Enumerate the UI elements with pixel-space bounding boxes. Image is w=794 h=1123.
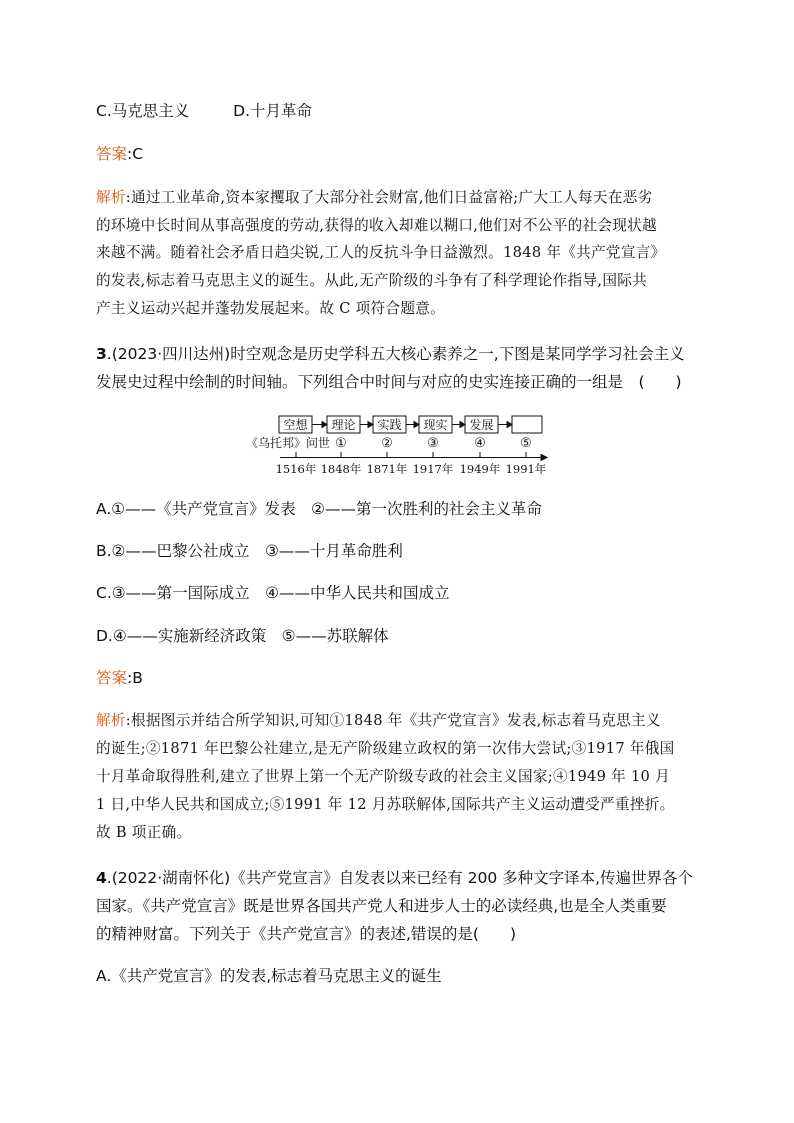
q3-answer <box>96 668 143 688</box>
timeline-axis <box>280 452 547 461</box>
timeline-figure <box>0 0 794 480</box>
q4-stem-line-2: 国家。《共产党宣言》既是世界各国共产党人和进步人士的必读经典,也是全人类重要 <box>96 897 667 915</box>
year-label: 1871年 <box>366 462 408 476</box>
stage-label: 理论 <box>331 418 356 432</box>
answer-value: :B <box>127 669 143 687</box>
q4-stem-line-1: 4.(2022·湖南怀化)《共产党宣言》自发表以来已经有 200 多种文字译本,传遍世界各个 <box>96 869 694 887</box>
q2-explanation-line-1: 解析:通过工业革命,资本家攫取了大部分社会财富,他们日益富裕;广大工人每天在恶劣 <box>96 189 653 206</box>
q3-explanation-line-3: 十月革命取得胜利,建立了世界上第一个无产阶级专政的社会主义国家;④1949 年 10 月 <box>96 768 670 785</box>
year-label: 1991年 <box>505 462 547 476</box>
stage-label: 空想 <box>283 418 308 432</box>
timeline-markers <box>246 435 532 451</box>
marker-label: ③ <box>427 436 439 451</box>
q3-option-c: C.③——第一国际成立 ④——中华人民共和国成立 <box>96 584 450 602</box>
q2-explanation-line-4: 的发表,标志着马克思主义的诞生。从此,无产阶级的斗争有了科学理论作指导,国际共 <box>96 272 647 289</box>
marker-label: 《乌托邦》问世 <box>246 436 331 450</box>
question-number: 3 <box>96 345 107 363</box>
stage-label: 发展 <box>469 418 494 432</box>
timeline-years <box>276 462 547 476</box>
year-label: 1848年 <box>320 462 362 476</box>
q3-explanation-line-5: 故 B 项正确。 <box>96 824 192 841</box>
stage-label: 实践 <box>377 418 402 432</box>
explanation-label: 解析 <box>96 712 126 729</box>
q4-option-a: A.《共产党宣言》的发表,标志着马克思主义的诞生 <box>96 967 442 985</box>
marker-label: ④ <box>474 436 486 451</box>
marker-label: ② <box>381 436 393 451</box>
explanation-label: 解析 <box>96 189 126 206</box>
q2-explanation-line-5: 产主义运动兴起并蓬勃发展起来。故 C 项符合题意。 <box>96 300 446 317</box>
blank-stage-box <box>512 416 542 433</box>
q2-option-c: C.马克思主义 <box>96 102 190 120</box>
q2-explanation-line-3: 来越不满。随着社会矛盾日趋尖锐,工人的反抗斗争日益激烈。1848 年《共产党宣言》 <box>96 244 666 261</box>
question-number: 4 <box>96 869 107 887</box>
year-label: 1516年 <box>275 462 317 476</box>
q4-stem-line-3: 的精神财富。下列关于《共产党宣言》的表述,错误的是( ) <box>96 925 517 943</box>
q3-stem-line-2: 发展史过程中绘制的时间轴。下列组合中时间与对应的史实连接正确的一组是 ( ) <box>96 373 682 391</box>
q3-explanation-line-2: 的诞生;②1871 年巴黎公社建立,是无产阶级建立政权的第一次伟大尝试;③1917 年俄国 <box>96 740 675 757</box>
marker-label: ① <box>335 436 347 451</box>
stage-label: 现实 <box>423 418 448 432</box>
marker-label: ⑤ <box>520 436 532 451</box>
q3-stem-line-1: 3.(2023·四川达州)时空观念是历史学科五大核心素养之一,下图是某同学学习社会主义 <box>96 345 685 363</box>
answer-label: 答案 <box>96 145 128 163</box>
answer-value: :C <box>127 145 144 163</box>
q3-option-d: D.④——实施新经济政策 ⑤——苏联解体 <box>96 627 389 645</box>
q2-explanation-line-2: 的环境中长时间从事高强度的劳动,获得的收入却难以糊口,他们对不公平的社会现状越 <box>96 217 657 234</box>
q2-option-d: D.十月革命 <box>233 102 313 120</box>
q3-option-a: A.①——《共产党宣言》发表 ②——第一次胜利的社会主义革命 <box>96 500 543 518</box>
answer-label: 答案 <box>96 669 128 687</box>
year-label: 1949年 <box>459 462 501 476</box>
q3-explanation-line-4: 1 日,中华人民共和国成立;⑤1991 年 12 月苏联解体,国际共产主义运动遭受严重挫折。 <box>96 796 675 813</box>
q3-option-b: B.②——巴黎公社成立 ③——十月革命胜利 <box>96 542 403 560</box>
year-label: 1917年 <box>412 462 454 476</box>
q3-explanation-line-1: 解析:根据图示并结合所学知识,可知①1848 年《共产党宣言》发表,标志着马克思主义 <box>96 712 661 729</box>
